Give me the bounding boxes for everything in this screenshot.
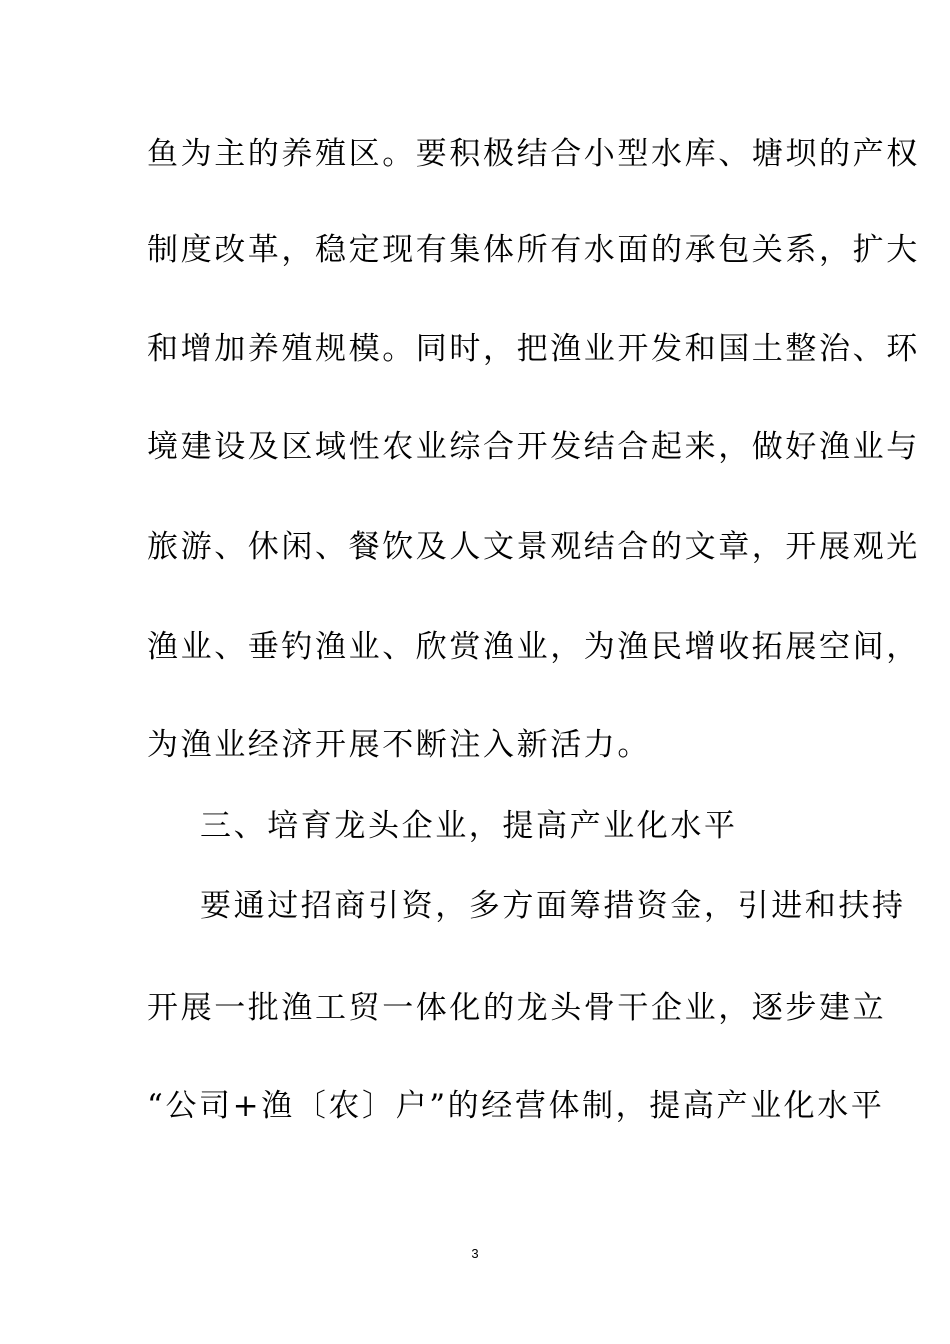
paragraph-line: 渔业、垂钓渔业、欣赏渔业，为渔民增收拓展空间， [147,629,920,665]
page-number: 3 [471,1246,479,1261]
paragraph-line: 要通过招商引资，多方面筹措资金，引进和扶持 [200,888,906,924]
paragraph-line: 鱼为主的养殖区。要积极结合小型水库、塘坝的产权 [147,136,920,172]
paragraph-line: 开展一批渔工贸一体化的龙头骨干企业，逐步建立 [147,990,887,1026]
paragraph-line: 为渔业经济开展不断注入新活力。 [147,727,651,763]
paragraph-line: 境建设及区域性农业综合开发结合起来，做好渔业与 [147,429,920,465]
section-heading: 三、培育龙头企业，提高产业化水平 [200,808,738,844]
paragraph-line: 制度改革，稳定现有集体所有水面的承包关系，扩大 [147,232,920,268]
paragraph-line: 和增加养殖规模。同时，把渔业开发和国土整治、环 [147,331,920,367]
paragraph-line: “公司+渔〔农〕户”的经营体制，提高产业化水平 [147,1088,885,1124]
paragraph-line: 旅游、休闲、餐饮及人文景观结合的文章，开展观光 [147,529,920,565]
